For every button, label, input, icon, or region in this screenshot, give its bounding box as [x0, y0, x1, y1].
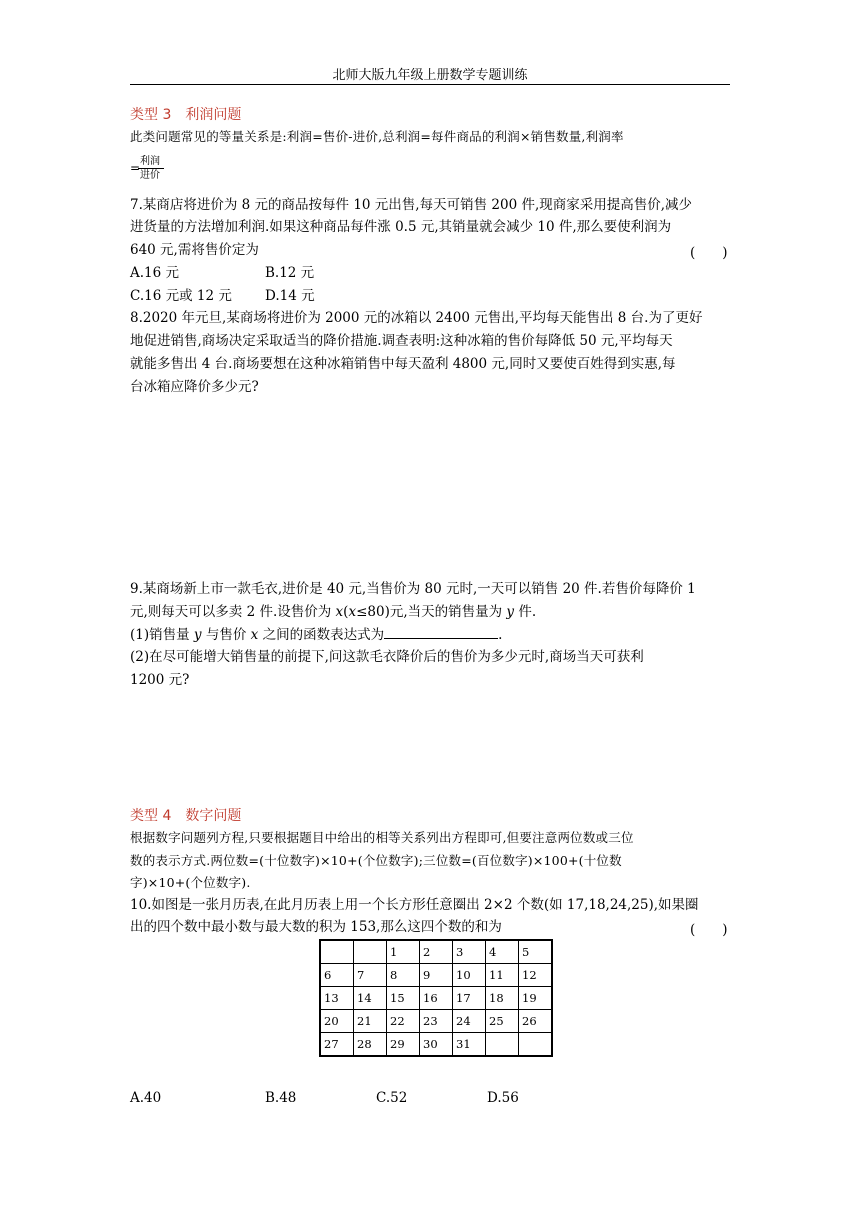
calendar-cell: 22 — [387, 1010, 420, 1033]
header-divider — [130, 84, 730, 85]
q10-option-a: A.40 — [130, 1090, 162, 1106]
calendar-cell: 10 — [453, 964, 486, 987]
q10-line-1: 10.如图是一张月历表,在此月历表上用一个长方形任意圈出 2×2 个数(如 17,18,24,25),如果圈 — [130, 897, 699, 913]
variable-x: x — [348, 604, 357, 620]
q9-sub-1-period: . — [498, 627, 503, 643]
calendar-cell: 3 — [453, 940, 486, 964]
q8-line-4: 台冰箱应降价多少元? — [130, 379, 259, 395]
section-4-note-line-2: 数的表示方式.两位数=(十位数字)×10+(个位数字);三位数=(百位数字)×100+(十位数 — [130, 853, 622, 868]
section-3-title: 类型 3 利润问题 — [130, 107, 242, 123]
q7-line-1: 7.某商店将进价为 8 元的商品按每件 10 元出售,每天可销售 200 件,现商家采用提高售价,减少 — [130, 197, 693, 213]
q9-sub-1-text-a: (1)销售量 — [130, 627, 194, 643]
q7-option-d: D.14 元 — [265, 288, 315, 304]
calendar-cell: 4 — [486, 940, 519, 964]
fraction-numerator: 利润 — [140, 156, 160, 167]
q10-option-d: D.56 — [487, 1090, 519, 1106]
fraction-denominator: 进价 — [140, 170, 160, 181]
calendar-cell: 27 — [320, 1033, 354, 1057]
calendar-cell: 9 — [420, 964, 453, 987]
calendar-cell — [320, 940, 354, 964]
variable-y: y — [506, 604, 515, 620]
q9-sub-2-line-1: (2)在尽可能增大销售量的前提下,问这款毛衣降价后的售价为多少元时,商场当天可获利 — [130, 649, 644, 665]
calendar-cell: 18 — [486, 987, 519, 1010]
calendar-cell: 8 — [387, 964, 420, 987]
calendar-row — [320, 987, 552, 1010]
q9-line-2 — [130, 601, 536, 623]
calendar-cell: 24 — [453, 1010, 486, 1033]
calendar-cell: 17 — [453, 987, 486, 1010]
q9-line-2-text-c: ≤80)元,当天的销售量为 — [356, 604, 507, 620]
calendar-cell: 7 — [354, 964, 387, 987]
calendar-cell: 15 — [387, 987, 420, 1010]
q9-line-2-text-d: 件. — [514, 604, 537, 620]
calendar-cell — [354, 940, 387, 964]
calendar-cell: 29 — [387, 1033, 420, 1057]
calendar-row — [320, 964, 552, 987]
calendar-cell: 13 — [320, 987, 354, 1010]
calendar-row — [320, 1033, 552, 1057]
calendar-cell: 1 — [387, 940, 420, 964]
calendar-cell — [486, 1033, 519, 1057]
calendar-cell: 25 — [486, 1010, 519, 1033]
calendar-row — [320, 940, 552, 964]
calendar-cell: 2 — [420, 940, 453, 964]
calendar-row — [320, 1010, 552, 1033]
calendar-cell: 5 — [519, 940, 553, 964]
calendar-cell: 12 — [519, 964, 553, 987]
q8-line-2: 地促进销售,商场决定采取适当的降价措施.调查表明:这种冰箱的售价每降低 50 元,平均每天 — [130, 333, 673, 349]
q8-line-3: 就能多售出 4 台.商场要想在这种冰箱销售中每天盈利 4800 元,同时又要使百姓得到实惠,每 — [130, 356, 676, 372]
answer-blank[interactable] — [384, 624, 498, 639]
page-header-title: 北师大版九年级上册数学专题训练 — [332, 68, 528, 83]
q10-answer-paren: ( ) — [690, 922, 728, 938]
variable-y: y — [193, 627, 202, 643]
fraction-equals: = — [130, 161, 141, 175]
q8-line-1: 8.2020 年元旦,某商场将进价为 2000 元的冰箱以 2400 元售出,平均每天能售出 8 台.为了更好 — [130, 310, 703, 326]
q9-sub-1-text-c: 之间的函数表达式为 — [258, 627, 385, 643]
calendar-cell: 19 — [519, 987, 553, 1010]
section-4-note-line-1: 根据数字问题列方程,只要根据题目中给出的相等关系列出方程即可,但要注意两位数或三位 — [130, 830, 634, 845]
q9-sub-1-text-b: 与售价 — [201, 627, 251, 643]
q9-line-2-text-b: ( — [343, 604, 349, 620]
calendar-cell: 23 — [420, 1010, 453, 1033]
q10-option-b: B.48 — [265, 1090, 297, 1106]
section-3-note: 此类问题常见的等量关系是:利润=售价-进价,总利润=每件商品的利润×销售数量,利润率 — [130, 129, 624, 144]
q10-option-c: C.52 — [376, 1090, 408, 1106]
section-4-title: 类型 4 数字问题 — [130, 808, 242, 824]
q7-option-a: A.16 元 — [130, 265, 180, 281]
calendar-cell: 28 — [354, 1033, 387, 1057]
q10-line-2: 出的四个数中最小数与最大数的积为 153,那么这四个数的和为 — [130, 919, 502, 935]
calendar-cell — [519, 1033, 553, 1057]
section-4-note-line-3: 字)×10+(个位数字). — [130, 875, 251, 890]
calendar-cell: 14 — [354, 987, 387, 1010]
calendar-cell: 16 — [420, 987, 453, 1010]
q9-sub-1 — [130, 624, 502, 646]
calendar-cell: 30 — [420, 1033, 453, 1057]
q9-sub-2-line-2: 1200 元? — [130, 672, 190, 688]
q7-option-b: B.12 元 — [265, 265, 315, 281]
calendar-cell: 6 — [320, 964, 354, 987]
q7-line-3: 640 元,需将售价定为 — [130, 242, 259, 258]
q7-answer-paren: ( ) — [690, 245, 728, 261]
calendar-cell: 26 — [519, 1010, 553, 1033]
variable-x: x — [250, 627, 259, 643]
calendar-cell: 20 — [320, 1010, 354, 1033]
fraction-bar — [138, 168, 164, 169]
q9-line-1: 9.某商场新上市一款毛衣,进价是 40 元,当售价为 80 元时,一天可以销售 20 件.若售价每降价 1 — [130, 581, 696, 597]
calendar-table — [319, 939, 553, 1057]
calendar-cell: 31 — [453, 1033, 486, 1057]
calendar-cell: 21 — [354, 1010, 387, 1033]
q7-option-c: C.16 元或 12 元 — [130, 288, 232, 304]
q7-line-2: 进货量的方法增加利润.如果这种商品每件涨 0.5 元,其销量就会减少 10 件,那么要使利润为 — [130, 219, 672, 235]
variable-x: x — [335, 604, 344, 620]
q9-line-2-text-a: 元,则每天可以多卖 2 件.设售价为 — [130, 604, 336, 620]
calendar-cell: 11 — [486, 964, 519, 987]
